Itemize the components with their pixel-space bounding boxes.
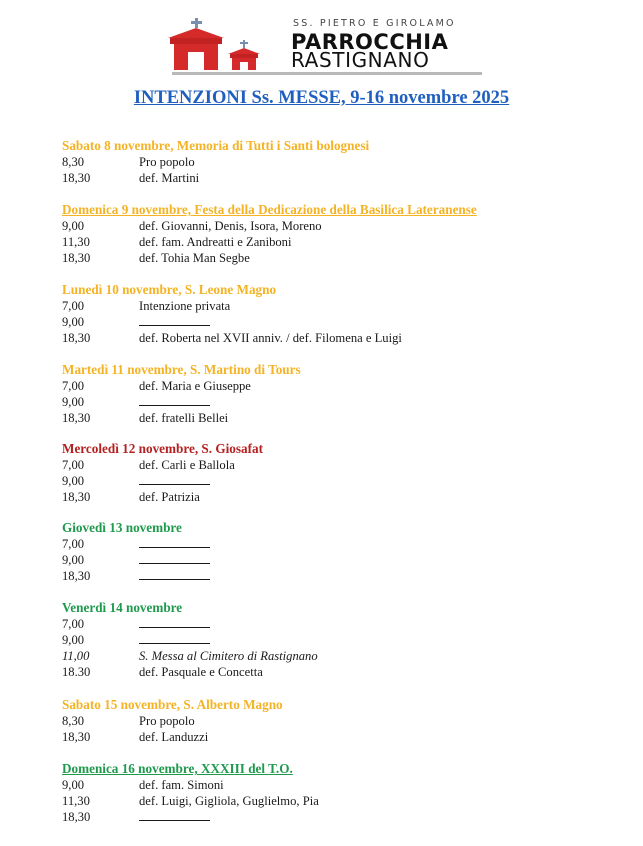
mass-row	[62, 729, 622, 745]
mass-intention: def. Carli e Ballola	[139, 458, 235, 472]
mass-time: 9,00	[62, 553, 85, 567]
mass-row	[62, 568, 622, 584]
mass-time: 18,30	[62, 569, 91, 583]
mass-time: 9,00	[62, 395, 85, 409]
mass-time: 18,30	[62, 730, 91, 744]
logo-rule	[172, 72, 482, 75]
mass-row	[62, 234, 622, 250]
mass-time: 9,00	[62, 778, 85, 792]
mass-intention: def. Patrizia	[139, 490, 200, 504]
mass-row	[62, 410, 622, 426]
mass-intention: def. fam. Andreatti e Zaniboni	[139, 235, 292, 249]
mass-time: 9,00	[62, 315, 85, 329]
mass-intention: Pro popolo	[139, 714, 195, 728]
mass-row	[62, 394, 622, 410]
mass-time: 18,30	[62, 810, 91, 824]
day-heading: Sabato 15 novembre, S. Alberto Magno	[62, 697, 283, 712]
mass-row	[62, 170, 622, 186]
mass-time: 18,30	[62, 171, 91, 185]
mass-intention: Pro popolo	[139, 155, 195, 169]
mass-intention: def. fam. Simoni	[139, 778, 224, 792]
mass-time: 7,00	[62, 299, 85, 313]
mass-intention: Intenzione privata	[139, 299, 231, 313]
mass-intention: def. fratelli Bellei	[139, 411, 229, 425]
mass-time: 9,00	[62, 474, 85, 488]
day-heading: Domenica 16 novembre, XXXIII del T.O.	[62, 761, 293, 776]
day-heading: Sabato 8 novembre, Memoria di Tutti i Santi bolognesi	[62, 138, 370, 153]
mass-intention: def. Landuzzi	[139, 730, 209, 744]
day-heading: Giovedì 13 novembre	[62, 520, 182, 535]
mass-intention: S. Messa al Cimitero di Rastignano	[139, 649, 318, 663]
day-section	[62, 362, 622, 426]
day-section	[62, 441, 622, 505]
mass-time: 18.30	[62, 665, 91, 679]
mass-row	[62, 218, 622, 234]
mass-row	[62, 664, 622, 680]
mass-time: 7,00	[62, 537, 85, 551]
mass-time: 7,00	[62, 379, 85, 393]
mass-row	[62, 713, 622, 729]
mass-row	[62, 552, 622, 568]
mass-time: 18,30	[62, 251, 91, 265]
blank-intention-line	[139, 547, 210, 548]
logo-town: RASTIGNANO	[291, 48, 430, 72]
mass-row	[62, 330, 622, 346]
mass-row	[62, 298, 622, 314]
mass-row	[62, 378, 622, 394]
mass-intention: def. Tohia Man Segbe	[139, 251, 250, 265]
mass-row	[62, 457, 622, 473]
mass-row	[62, 616, 622, 632]
day-section	[62, 520, 622, 584]
day-section	[62, 697, 622, 745]
day-heading: Mercoledì 12 novembre, S. Giosafat	[62, 441, 263, 456]
mass-row	[62, 473, 622, 489]
blank-intention-line	[139, 643, 210, 644]
mass-time: 18,30	[62, 490, 91, 504]
mass-row	[62, 314, 622, 330]
blank-intention-line	[139, 405, 210, 406]
church-icon	[166, 14, 296, 76]
day-section	[62, 761, 622, 825]
mass-row	[62, 648, 622, 664]
mass-row	[62, 632, 622, 648]
mass-row	[62, 777, 622, 793]
day-heading: Martedì 11 novembre, S. Martino di Tours	[62, 362, 301, 377]
blank-intention-line	[139, 820, 210, 821]
mass-time: 11,30	[62, 235, 90, 249]
day-section	[62, 282, 622, 346]
mass-intention: def. Maria e Giuseppe	[139, 379, 251, 393]
day-section	[62, 600, 622, 680]
blank-intention-line	[139, 627, 210, 628]
blank-intention-line	[139, 563, 210, 564]
mass-row	[62, 536, 622, 552]
mass-row	[62, 793, 622, 809]
blank-intention-line	[139, 325, 210, 326]
mass-row	[62, 809, 622, 825]
mass-row	[62, 154, 622, 170]
mass-time: 9,00	[62, 633, 85, 647]
mass-intention: def. Luigi, Gigliola, Guglielmo, Pia	[139, 794, 319, 808]
logo-subtitle: SS. PIETRO E GIROLAMO	[293, 18, 456, 29]
day-section	[62, 202, 622, 266]
mass-time: 7,00	[62, 458, 85, 472]
day-heading: Venerdì 14 novembre	[62, 600, 183, 615]
blank-intention-line	[139, 484, 210, 485]
mass-intention: def. Martini	[139, 171, 200, 185]
mass-intention: def. Pasquale e Concetta	[139, 665, 263, 679]
mass-row	[62, 250, 622, 266]
mass-intention: def. Giovanni, Denis, Isora, Moreno	[139, 219, 322, 233]
mass-time: 18,30	[62, 411, 91, 425]
mass-time: 18,30	[62, 331, 91, 345]
mass-row	[62, 489, 622, 505]
mass-time: 11,30	[62, 794, 90, 808]
mass-time: 7,00	[62, 617, 85, 631]
day-heading: Lunedì 10 novembre, S. Leone Magno	[62, 282, 277, 297]
mass-time: 9,00	[62, 219, 85, 233]
page-title: INTENZIONI Ss. MESSE, 9-16 novembre 2025	[133, 88, 510, 108]
blank-intention-line	[139, 579, 210, 580]
day-heading: Domenica 9 novembre, Festa della Dedicazione della Basilica Lateranense	[62, 202, 477, 217]
mass-time: 8,30	[62, 155, 85, 169]
mass-time: 8,30	[62, 714, 85, 728]
mass-intention: def. Roberta nel XVII anniv. / def. Filomena e Luigi	[139, 331, 402, 345]
day-section	[62, 138, 622, 186]
mass-time: 11,00	[62, 649, 90, 663]
logo-title: PARROCCHIA	[291, 30, 449, 54]
parish-logo	[166, 14, 486, 76]
